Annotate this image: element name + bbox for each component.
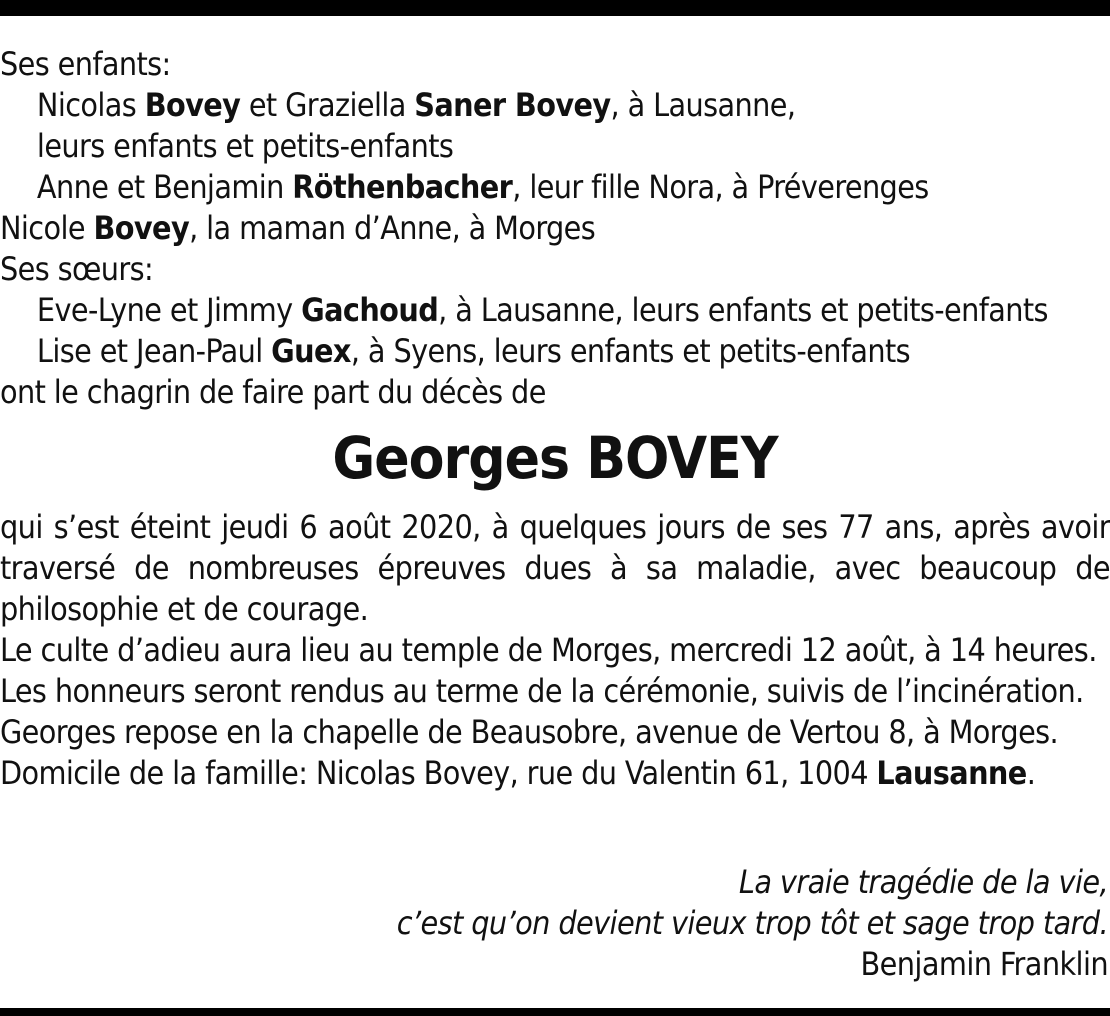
nicole-line — [0, 208, 1108, 249]
paragraph-ceremony: Le culte d’adieu aura lieu au temple de Morges, mercredi 12 août, à 14 heures. — [0, 631, 1097, 669]
child1-line — [0, 85, 1108, 126]
child1-line2: leurs enfants et petits-enfants — [36, 127, 454, 165]
quote-text-2: c’est qu’on devient vieux trop tôt et sage trop tard. — [396, 904, 1108, 942]
child2-surname: Röthenbacher — [292, 168, 513, 206]
paragraph-honours: Les honneurs seront rendus au terme de la cérémonie, suivis de l’incinération. — [0, 672, 1084, 710]
sister1-line — [0, 290, 1108, 331]
quote-line1 — [397, 862, 1108, 903]
nicole-surname: Bovey — [93, 209, 190, 247]
domicile-city: Lausanne — [876, 754, 1027, 792]
child1-post: , à Lausanne, — [610, 86, 796, 124]
obituary-notice — [0, 44, 1110, 794]
top-rule — [0, 0, 1110, 16]
child1-surname: Bovey — [144, 86, 241, 124]
paragraph-death: qui s’est éteint jeudi 6 août 2020, à quelques jours de ses 77 ans, après avoir traversé de nombreuses épreuves dues à sa maladie, avec beaucoup de philosophie et de courage. — [0, 508, 1110, 628]
nicole-pre: Nicole — [0, 209, 94, 247]
child2-line — [0, 167, 1108, 208]
bottom-rule — [0, 1008, 1110, 1016]
child1-mid: et Graziella — [240, 86, 415, 124]
sister2-pre: Lise et Jean-Paul — [36, 332, 272, 370]
child1-pre: Nicolas — [36, 86, 145, 124]
deceased-name: Georges BOVEY — [332, 424, 778, 492]
sisters-heading: Ses sœurs: — [0, 250, 154, 288]
child2-post: , leur fille Nora, à Préverenges — [512, 168, 929, 206]
sister1-pre: Eve-Lyne et Jimmy — [36, 291, 302, 329]
child2-pre: Anne et Benjamin — [36, 168, 293, 206]
quote-author: Benjamin Franklin — [860, 945, 1108, 983]
sister1-surname: Gachoud — [301, 291, 439, 329]
domicile-end: . — [1026, 754, 1036, 792]
quote-block — [397, 862, 1108, 985]
domicile-address: Domicile de la famille: Nicolas Bovey, rue du Valentin 61, 1004 — [0, 754, 877, 792]
child1-spouse-surname: Saner Bovey — [414, 86, 611, 124]
children-heading: Ses enfants: — [0, 45, 171, 83]
paragraph-domicile — [0, 753, 1108, 794]
paragraph-chapel: Georges repose en la chapelle de Beausobre, avenue de Vertou 8, à Morges. — [0, 713, 1059, 751]
quote-text-1: La vraie tragédie de la vie, — [738, 863, 1108, 901]
sister2-line — [0, 331, 1108, 372]
sister1-post: , à Lausanne, leurs enfants et petits-enfants — [438, 291, 1048, 329]
sister2-surname: Guex — [271, 332, 351, 370]
nicole-post: , la maman d’Anne, à Morges — [189, 209, 596, 247]
quote-line2 — [397, 903, 1108, 944]
announce-line: ont le chagrin de faire part du décès de — [0, 373, 546, 411]
sister2-post: , à Syens, leurs enfants et petits-enfants — [350, 332, 910, 370]
